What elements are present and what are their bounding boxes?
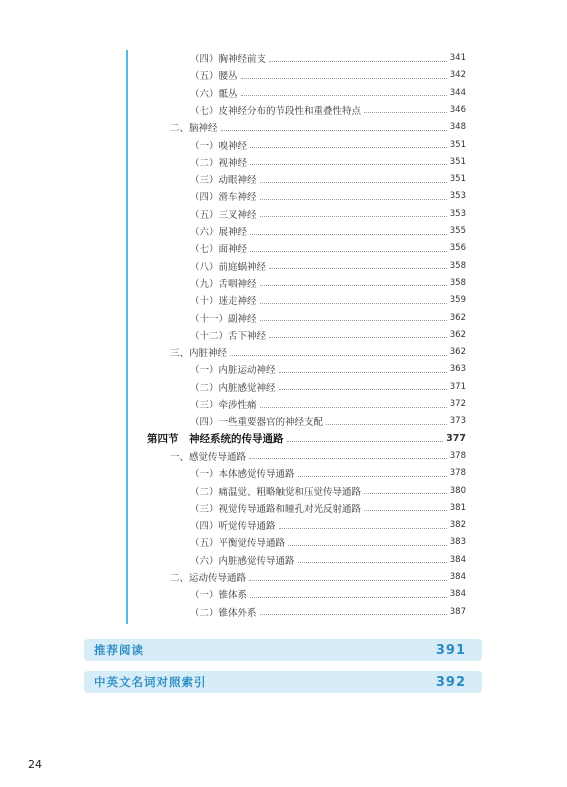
toc-entry-page: 346	[449, 104, 466, 115]
toc-entry-title: （一）本体感觉传导通路	[190, 469, 295, 481]
toc-entry[interactable]	[190, 51, 466, 65]
toc-entry-title: 二、脑神经	[170, 123, 218, 135]
toc-entry-page: 371	[449, 381, 466, 392]
toc-entry[interactable]	[190, 518, 466, 532]
dot-leader	[279, 528, 447, 529]
dot-leader	[288, 545, 447, 546]
toc-entry-title: （三）动眼神经	[190, 175, 257, 187]
toc-band-recommended-reading[interactable]	[84, 639, 482, 661]
toc-entry-title: （二）痛温觉、粗略触觉和压觉传导通路	[190, 486, 362, 498]
dot-leader	[298, 476, 447, 477]
toc-entry[interactable]	[190, 68, 466, 82]
toc-entry-title: （六）骶丛	[190, 88, 238, 100]
toc-entry-page: 380	[449, 485, 466, 496]
toc-entry-title: （八）前庭蜗神经	[190, 261, 267, 273]
toc-entry[interactable]	[190, 414, 466, 428]
toc-entry-title: （五）腰丛	[190, 71, 238, 83]
dot-leader	[364, 112, 447, 113]
toc-entry[interactable]	[190, 362, 466, 376]
toc-entry[interactable]	[170, 120, 466, 134]
toc-entry[interactable]	[190, 224, 466, 238]
dot-leader	[260, 614, 447, 615]
toc-entry-title: （三）牵涉性痛	[190, 400, 257, 411]
dot-leader	[260, 320, 447, 321]
toc-entry[interactable]	[190, 535, 466, 549]
dot-leader	[241, 78, 447, 79]
toc-entry[interactable]	[190, 397, 466, 411]
toc-entry-page: 356	[449, 243, 466, 254]
toc-entry-page: 377	[446, 433, 466, 445]
dot-leader	[279, 389, 447, 390]
toc-entry[interactable]	[190, 259, 466, 273]
toc-entry-page: 359	[449, 295, 466, 306]
dot-leader	[260, 216, 447, 217]
toc-entry-page: 384	[449, 572, 466, 582]
toc-entry-title: （十一）副神经	[190, 313, 257, 325]
toc-entry-page: 362	[449, 347, 466, 358]
toc-entry-page: 372	[449, 399, 466, 409]
toc-entry-title: （十）迷走神经	[190, 296, 257, 308]
toc-entry[interactable]	[190, 484, 466, 498]
toc-entry-page: 381	[449, 502, 466, 513]
dot-leader	[364, 493, 447, 494]
toc-entry-page: 378	[449, 468, 466, 479]
band-title: 中英文名词对照索引	[94, 675, 207, 689]
toc-entry-title: （七）面神经	[190, 244, 248, 256]
toc-entry[interactable]	[190, 466, 466, 480]
dot-leader	[279, 372, 447, 373]
toc-entry-page: 341	[449, 53, 466, 63]
toc-entry-title: （五）平衡觉传导通路	[190, 538, 286, 550]
toc-entry[interactable]	[190, 241, 466, 255]
toc-entry-page: 351	[449, 174, 466, 185]
dot-leader	[249, 458, 447, 459]
toc-entry[interactable]	[190, 311, 466, 325]
band-page: 392	[435, 674, 466, 690]
dot-leader	[250, 251, 447, 252]
dot-leader	[260, 182, 447, 183]
band-page: 391	[435, 642, 466, 658]
toc-entry[interactable]	[190, 587, 466, 601]
toc-entry-title: （二）视神经	[190, 157, 248, 169]
toc-entry-page: 362	[449, 312, 466, 323]
toc-entry-page: 384	[449, 554, 466, 565]
toc-entry[interactable]	[190, 189, 466, 203]
toc-entry-page: 358	[449, 277, 466, 288]
toc-entry[interactable]	[190, 501, 466, 515]
dot-leader	[269, 268, 447, 269]
toc-entry-page: 358	[449, 260, 466, 271]
toc-entry-title: （二）内脏感觉神经	[190, 382, 276, 394]
toc-entry[interactable]	[190, 276, 466, 290]
toc-entry-page: 378	[449, 450, 466, 461]
band-title: 推荐阅读	[94, 643, 144, 657]
toc-entry-page: 351	[449, 156, 466, 167]
toc-entry-page: 384	[449, 589, 466, 600]
toc-entry-page: 383	[449, 537, 466, 548]
toc-band-term-index[interactable]	[84, 671, 482, 693]
toc-entry-title: （一）锥体系	[190, 590, 248, 602]
toc-entry[interactable]	[190, 553, 466, 567]
toc-entry-title: （四）胸神经前支	[190, 54, 267, 65]
toc-entry[interactable]	[190, 172, 466, 186]
toc-entry[interactable]	[190, 328, 466, 342]
dot-leader	[250, 597, 447, 598]
toc-entry-title: （一）嗅神经	[190, 140, 248, 152]
dot-leader	[269, 337, 447, 338]
dot-leader	[241, 95, 447, 96]
toc-entry-title: （七）皮神经分布的节段性和重叠性特点	[190, 105, 362, 117]
toc-entry-title: 第四节 神经系统的传导通路	[147, 433, 284, 446]
toc-entry-title: 三、内脏神经	[170, 348, 228, 360]
toc-entry[interactable]	[190, 138, 466, 152]
toc-entry-page: 342	[449, 70, 466, 81]
toc-entry-title: （三）视觉传导通路和瞳孔对光反射通路	[190, 503, 362, 515]
toc-entry-page: 373	[449, 416, 466, 427]
dot-leader	[230, 355, 447, 356]
toc-entry[interactable]	[190, 103, 466, 117]
toc-entry-title: （二）锥体外系	[190, 607, 257, 619]
toc-entry-page: 351	[449, 139, 466, 150]
dot-leader	[364, 510, 447, 511]
toc-entry[interactable]	[170, 449, 466, 463]
toc-entry[interactable]	[190, 605, 466, 619]
dot-leader	[298, 562, 447, 563]
toc-entry[interactable]	[190, 155, 466, 169]
toc-entry-page: 382	[449, 520, 466, 531]
dot-leader	[249, 580, 447, 581]
toc-entry[interactable]	[170, 345, 466, 359]
toc-entry[interactable]	[190, 293, 466, 307]
page-number: 24	[28, 758, 42, 771]
toc-entry-page: 348	[449, 122, 466, 133]
toc-section-entry[interactable]	[147, 432, 466, 446]
toc-entry-title: 一、感觉传导通路	[170, 451, 247, 463]
toc-entry-title: （四）滑车神经	[190, 192, 257, 204]
toc-entry-title: （六）内脏感觉传导通路	[190, 555, 295, 567]
dot-leader	[260, 407, 447, 408]
toc-entry-title: （六）展神经	[190, 227, 248, 238]
toc-entry-title: 二、运动传导通路	[170, 573, 247, 584]
dot-leader	[250, 234, 447, 235]
toc-entry-title: （四）一些重要器官的神经支配	[190, 417, 324, 429]
dot-leader	[269, 61, 447, 62]
toc-entry[interactable]	[190, 207, 466, 221]
dot-leader	[250, 147, 447, 148]
toc-entry[interactable]	[170, 570, 466, 584]
toc-entry-title: （五）三叉神经	[190, 209, 257, 221]
dot-leader	[250, 164, 447, 165]
toc-entry-title: （四）听觉传导通路	[190, 521, 276, 533]
dot-leader	[221, 130, 447, 131]
toc-entry-page: 353	[449, 191, 466, 202]
dot-leader	[287, 441, 444, 442]
dot-leader	[260, 285, 447, 286]
toc-entry-page: 363	[449, 364, 466, 375]
toc-entry-title: （十二）舌下神经	[190, 330, 267, 342]
dot-leader	[260, 303, 447, 304]
toc-entry-page: 355	[449, 226, 466, 236]
dot-leader	[326, 424, 447, 425]
toc-entry-page: 387	[449, 606, 466, 617]
toc-entry[interactable]	[190, 380, 466, 394]
toc-entry-page: 353	[449, 208, 466, 219]
toc-entry-page: 362	[449, 329, 466, 340]
toc-entry-title: （九）舌咽神经	[190, 278, 257, 290]
toc-vertical-rule	[126, 50, 128, 624]
toc-entry-title: （一）内脏运动神经	[190, 365, 276, 377]
toc-entry-page: 344	[449, 87, 466, 98]
toc-entry[interactable]	[190, 86, 466, 100]
dot-leader	[260, 199, 447, 200]
